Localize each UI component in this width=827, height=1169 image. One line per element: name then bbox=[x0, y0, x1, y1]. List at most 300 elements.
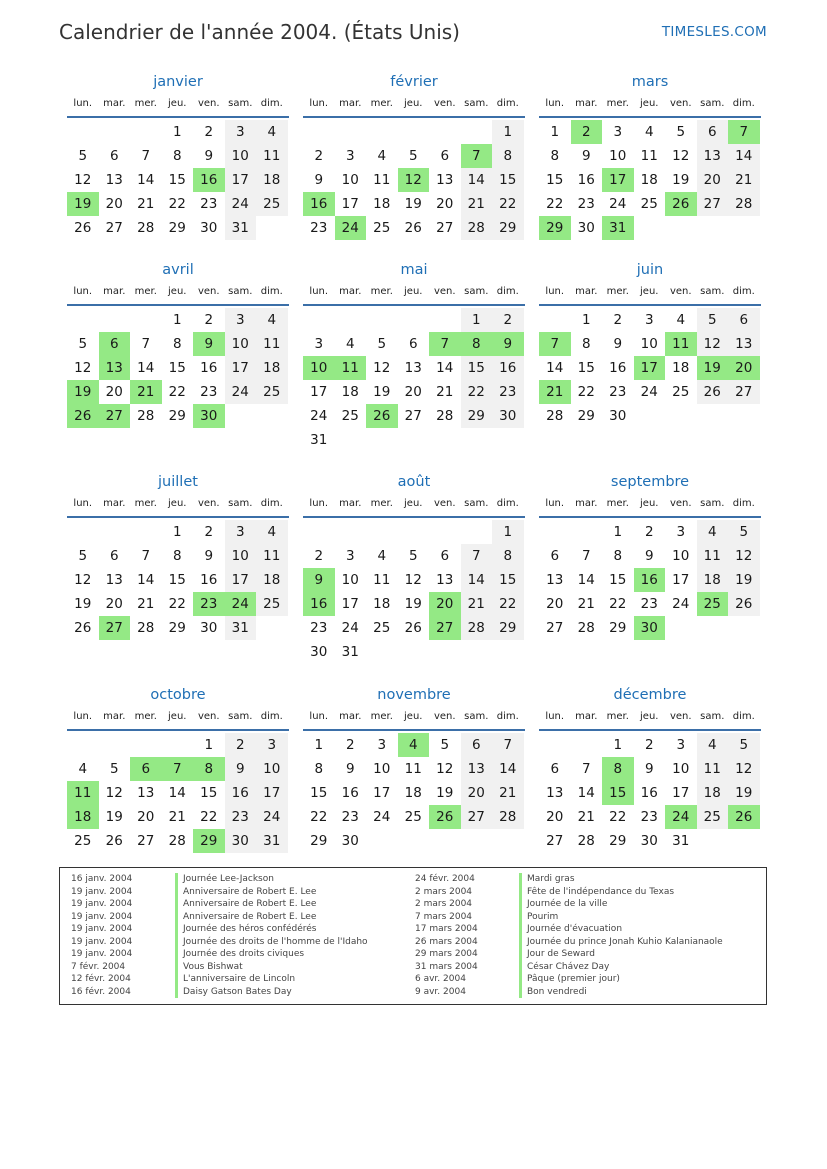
empty-cell bbox=[303, 308, 335, 332]
day-cell: 4 bbox=[256, 120, 288, 144]
weekday-label: mar. bbox=[339, 711, 362, 722]
weekday-header bbox=[67, 94, 289, 118]
holiday-marker bbox=[175, 886, 178, 899]
holiday-day-cell: 6 bbox=[130, 757, 162, 781]
day-cell: 22 bbox=[609, 596, 627, 612]
day-grid bbox=[539, 733, 761, 853]
day-cell: 27 bbox=[546, 833, 564, 849]
weekday-label: mar. bbox=[103, 98, 126, 109]
day-cell: 3 bbox=[345, 148, 355, 164]
holiday-date: 19 janv. 2004 bbox=[71, 949, 133, 959]
weekday-header bbox=[67, 494, 289, 518]
holiday-name: Anniversaire de Robert E. Lee bbox=[183, 886, 317, 897]
holiday-row bbox=[71, 948, 368, 961]
holiday-day-cell: 26 bbox=[67, 404, 99, 428]
day-grid bbox=[67, 120, 289, 240]
day-cell: 20 bbox=[105, 596, 123, 612]
holiday-row bbox=[415, 936, 723, 949]
day-cell: 15 bbox=[577, 360, 595, 376]
day-cell: 28 bbox=[546, 408, 564, 424]
empty-cell bbox=[130, 120, 162, 144]
day-cell: 16 bbox=[200, 360, 218, 376]
holiday-day-cell: 11 bbox=[67, 781, 99, 805]
weekday-header bbox=[303, 707, 525, 731]
day-cell: 26 bbox=[404, 220, 422, 236]
day-cell: 20 bbox=[697, 168, 729, 192]
holiday-date: 17 mars 2004 bbox=[415, 924, 478, 934]
day-cell: 11 bbox=[640, 148, 658, 164]
day-cell: 10 bbox=[225, 332, 257, 356]
day-cell: 10 bbox=[609, 148, 627, 164]
weekday-label: mer. bbox=[370, 98, 393, 109]
day-cell: 24 bbox=[640, 384, 658, 400]
day-cell: 14 bbox=[436, 360, 454, 376]
day-cell: 10 bbox=[640, 336, 658, 352]
weekday-label: jeu. bbox=[640, 98, 659, 109]
day-cell: 17 bbox=[225, 356, 257, 380]
day-cell: 16 bbox=[640, 785, 658, 801]
holiday-date: 19 janv. 2004 bbox=[71, 911, 133, 922]
site-link[interactable]: TIMESLES.COM bbox=[661, 24, 767, 40]
weekday-label: mer. bbox=[606, 498, 629, 509]
day-cell: 15 bbox=[168, 360, 186, 376]
day-cell: 9 bbox=[204, 548, 214, 564]
holiday-name: César Chávez Day bbox=[527, 961, 610, 972]
day-cell: 19 bbox=[728, 781, 760, 805]
day-cell: 21 bbox=[168, 809, 186, 825]
day-cell: 19 bbox=[436, 785, 454, 801]
day-cell: 26 bbox=[74, 220, 92, 236]
day-cell: 10 bbox=[672, 761, 690, 777]
weekday-label: dim. bbox=[496, 98, 519, 109]
empty-cell bbox=[366, 520, 398, 544]
holiday-name: Daisy Gatson Bates Day bbox=[183, 986, 292, 997]
weekday-label: jeu. bbox=[168, 711, 187, 722]
holiday-row bbox=[71, 886, 368, 899]
day-grid bbox=[539, 520, 761, 640]
day-cell: 8 bbox=[550, 148, 560, 164]
day-cell: 21 bbox=[137, 596, 155, 612]
day-cell: 27 bbox=[728, 380, 760, 404]
holiday-day-cell: 9 bbox=[303, 568, 335, 592]
day-cell: 3 bbox=[225, 308, 257, 332]
holiday-row bbox=[71, 873, 368, 886]
day-cell: 28 bbox=[436, 408, 454, 424]
weekday-label: mer. bbox=[606, 286, 629, 297]
day-cell: 5 bbox=[676, 124, 686, 140]
holiday-day-cell: 13 bbox=[99, 356, 131, 380]
holiday-day-cell: 26 bbox=[429, 805, 461, 829]
weekday-label: ven. bbox=[197, 711, 220, 722]
holiday-date: 16 janv. 2004 bbox=[71, 874, 133, 884]
weekday-label: lun. bbox=[545, 498, 565, 509]
day-cell: 19 bbox=[373, 384, 391, 400]
day-cell: 18 bbox=[256, 356, 288, 380]
weekday-label: ven. bbox=[669, 286, 692, 297]
holiday-marker bbox=[519, 986, 522, 999]
day-cell: 7 bbox=[581, 761, 591, 777]
day-cell: 26 bbox=[404, 620, 422, 636]
day-cell: 8 bbox=[172, 148, 182, 164]
day-cell: 25 bbox=[640, 196, 658, 212]
day-cell: 28 bbox=[137, 620, 155, 636]
holiday-marker bbox=[175, 873, 178, 886]
holiday-day-cell: 7 bbox=[539, 332, 571, 356]
day-cell: 27 bbox=[546, 620, 564, 636]
empty-cell bbox=[366, 120, 398, 144]
day-cell: 24 bbox=[310, 408, 328, 424]
month-name: mars bbox=[631, 74, 669, 90]
holiday-row bbox=[415, 873, 723, 886]
day-cell: 24 bbox=[225, 192, 257, 216]
day-cell: 10 bbox=[373, 761, 391, 777]
day-cell: 5 bbox=[109, 761, 119, 777]
holiday-marker bbox=[519, 961, 522, 974]
day-cell: 28 bbox=[492, 805, 524, 829]
day-cell: 29 bbox=[168, 220, 186, 236]
day-cell: 25 bbox=[373, 220, 391, 236]
day-cell: 16 bbox=[341, 785, 359, 801]
day-cell: 2 bbox=[204, 312, 214, 328]
weekday-label: jeu. bbox=[168, 98, 187, 109]
weekday-label: sam. bbox=[700, 286, 725, 297]
day-cell: 13 bbox=[137, 785, 155, 801]
day-cell: 7 bbox=[141, 336, 151, 352]
day-cell: 5 bbox=[697, 308, 729, 332]
day-cell: 31 bbox=[225, 616, 257, 640]
day-cell: 10 bbox=[225, 144, 257, 168]
month-calendar bbox=[67, 72, 289, 240]
day-cell: 21 bbox=[461, 192, 493, 216]
holiday-row bbox=[415, 986, 723, 999]
day-cell: 6 bbox=[440, 148, 450, 164]
day-cell: 6 bbox=[461, 733, 493, 757]
day-cell: 6 bbox=[109, 548, 119, 564]
day-cell: 4 bbox=[697, 733, 729, 757]
holiday-day-cell: 27 bbox=[99, 616, 131, 640]
day-cell: 12 bbox=[728, 757, 760, 781]
day-cell: 3 bbox=[613, 124, 623, 140]
day-cell: 22 bbox=[577, 384, 595, 400]
day-cell: 30 bbox=[341, 833, 359, 849]
holiday-row bbox=[415, 973, 723, 986]
holiday-name: L'anniversaire de Lincoln bbox=[183, 974, 296, 984]
day-cell: 12 bbox=[672, 148, 690, 164]
day-cell: 6 bbox=[550, 761, 560, 777]
weekday-header bbox=[67, 707, 289, 731]
weekday-label: lun. bbox=[309, 711, 329, 722]
weekday-label: mer. bbox=[370, 711, 393, 722]
holiday-name: Bon vendredi bbox=[527, 986, 587, 997]
month-calendar bbox=[67, 260, 289, 428]
day-cell: 2 bbox=[314, 548, 324, 564]
weekday-label: dim. bbox=[496, 286, 519, 297]
day-cell: 12 bbox=[74, 572, 92, 588]
day-cell: 14 bbox=[137, 572, 155, 588]
day-cell: 25 bbox=[341, 408, 359, 424]
holiday-date: 9 avr. 2004 bbox=[415, 986, 466, 997]
weekday-label: jeu. bbox=[640, 711, 659, 722]
day-cell: 11 bbox=[404, 761, 422, 777]
holiday-day-cell: 24 bbox=[225, 592, 257, 616]
empty-cell bbox=[99, 733, 131, 757]
day-cell: 10 bbox=[341, 172, 359, 188]
holiday-row bbox=[415, 961, 723, 974]
day-cell: 28 bbox=[461, 616, 493, 640]
day-cell: 11 bbox=[256, 332, 288, 356]
holiday-marker bbox=[519, 923, 522, 936]
day-cell: 13 bbox=[404, 360, 422, 376]
day-cell: 17 bbox=[672, 572, 690, 588]
holiday-marker bbox=[175, 973, 178, 986]
day-cell: 20 bbox=[546, 596, 564, 612]
weekday-label: dim. bbox=[732, 286, 755, 297]
holiday-date: 7 mars 2004 bbox=[415, 911, 473, 922]
day-cell: 6 bbox=[408, 336, 418, 352]
day-cell: 30 bbox=[640, 833, 658, 849]
weekday-label: ven. bbox=[197, 498, 220, 509]
day-cell: 19 bbox=[404, 596, 422, 612]
day-cell: 15 bbox=[168, 572, 186, 588]
holiday-date: 6 avr. 2004 bbox=[415, 974, 466, 984]
holiday-date: 2 mars 2004 bbox=[415, 886, 473, 897]
day-cell: 14 bbox=[461, 168, 493, 192]
holiday-day-cell: 11 bbox=[665, 332, 697, 356]
holiday-row bbox=[71, 898, 368, 911]
day-cell: 27 bbox=[461, 805, 493, 829]
weekday-label: dim. bbox=[260, 711, 283, 722]
day-cell: 10 bbox=[225, 544, 257, 568]
weekday-label: mer. bbox=[370, 498, 393, 509]
day-cell: 27 bbox=[105, 220, 123, 236]
weekday-label: mar. bbox=[575, 498, 598, 509]
holiday-day-cell: 20 bbox=[429, 592, 461, 616]
day-cell: 2 bbox=[644, 524, 654, 540]
empty-cell bbox=[461, 520, 493, 544]
empty-cell bbox=[429, 120, 461, 144]
day-cell: 24 bbox=[672, 596, 690, 612]
day-cell: 12 bbox=[404, 572, 422, 588]
holiday-day-cell: 29 bbox=[539, 216, 571, 240]
holiday-day-cell: 6 bbox=[99, 332, 131, 356]
day-cell: 14 bbox=[728, 144, 760, 168]
weekday-label: jeu. bbox=[640, 286, 659, 297]
holiday-day-cell: 7 bbox=[429, 332, 461, 356]
holiday-day-cell: 9 bbox=[193, 332, 225, 356]
weekday-label: ven. bbox=[433, 286, 456, 297]
day-cell: 14 bbox=[137, 360, 155, 376]
weekday-label: jeu. bbox=[168, 498, 187, 509]
weekday-header bbox=[303, 94, 525, 118]
day-cell: 3 bbox=[676, 737, 686, 753]
day-cell: 31 bbox=[341, 644, 359, 660]
day-cell: 11 bbox=[373, 172, 391, 188]
weekday-label: dim. bbox=[496, 498, 519, 509]
weekday-label: ven. bbox=[433, 498, 456, 509]
empty-cell bbox=[539, 520, 571, 544]
day-cell: 19 bbox=[672, 172, 690, 188]
day-cell: 18 bbox=[373, 596, 391, 612]
day-cell: 17 bbox=[310, 384, 328, 400]
weekday-label: mer. bbox=[134, 98, 157, 109]
day-cell: 22 bbox=[546, 196, 564, 212]
weekday-label: sam. bbox=[228, 98, 253, 109]
holiday-day-cell: 21 bbox=[130, 380, 162, 404]
day-cell: 3 bbox=[345, 548, 355, 564]
month-name: novembre bbox=[377, 687, 451, 703]
weekday-label: jeu. bbox=[404, 286, 423, 297]
weekday-header bbox=[539, 494, 761, 518]
holiday-day-cell: 10 bbox=[303, 356, 335, 380]
weekday-label: mar. bbox=[339, 498, 362, 509]
holiday-day-cell: 23 bbox=[193, 592, 225, 616]
month-name: octobre bbox=[150, 687, 206, 703]
day-cell: 25 bbox=[74, 833, 92, 849]
day-cell: 5 bbox=[728, 733, 760, 757]
day-cell: 21 bbox=[577, 809, 595, 825]
day-cell: 5 bbox=[377, 336, 387, 352]
holiday-marker bbox=[519, 898, 522, 911]
day-cell: 18 bbox=[640, 172, 658, 188]
weekday-header bbox=[539, 282, 761, 306]
weekday-label: lun. bbox=[73, 286, 93, 297]
holiday-day-cell: 17 bbox=[634, 356, 666, 380]
day-cell: 24 bbox=[373, 809, 391, 825]
weekday-label: sam. bbox=[464, 711, 489, 722]
day-cell: 11 bbox=[256, 144, 288, 168]
empty-cell bbox=[461, 120, 493, 144]
holiday-list bbox=[59, 867, 767, 1005]
weekday-label: mar. bbox=[575, 286, 598, 297]
empty-cell bbox=[130, 520, 162, 544]
weekday-label: jeu. bbox=[404, 498, 423, 509]
day-cell: 20 bbox=[105, 384, 123, 400]
holiday-day-cell: 7 bbox=[728, 120, 760, 144]
day-cell: 27 bbox=[404, 408, 422, 424]
weekday-label: sam. bbox=[700, 98, 725, 109]
day-cell: 27 bbox=[436, 220, 454, 236]
weekday-label: sam. bbox=[228, 711, 253, 722]
day-cell: 13 bbox=[105, 572, 123, 588]
weekday-label: jeu. bbox=[640, 498, 659, 509]
weekday-label: dim. bbox=[732, 98, 755, 109]
day-cell: 9 bbox=[581, 148, 591, 164]
day-cell: 12 bbox=[105, 785, 123, 801]
month-calendar bbox=[303, 260, 525, 452]
holiday-row bbox=[71, 973, 368, 986]
day-cell: 28 bbox=[137, 220, 155, 236]
day-cell: 5 bbox=[440, 737, 450, 753]
day-cell: 2 bbox=[225, 733, 257, 757]
day-cell: 12 bbox=[373, 360, 391, 376]
day-cell: 29 bbox=[310, 833, 328, 849]
empty-cell bbox=[429, 520, 461, 544]
holiday-date: 16 févr. 2004 bbox=[71, 986, 131, 997]
day-cell: 12 bbox=[436, 761, 454, 777]
day-cell: 14 bbox=[577, 785, 595, 801]
holiday-marker bbox=[175, 936, 178, 949]
day-cell: 6 bbox=[550, 548, 560, 564]
day-cell: 10 bbox=[341, 572, 359, 588]
weekday-label: dim. bbox=[496, 711, 519, 722]
day-cell: 22 bbox=[492, 192, 524, 216]
day-cell: 9 bbox=[613, 336, 623, 352]
weekday-label: lun. bbox=[73, 98, 93, 109]
day-cell: 9 bbox=[644, 761, 654, 777]
day-cell: 28 bbox=[577, 620, 595, 636]
day-cell: 9 bbox=[225, 757, 257, 781]
day-cell: 13 bbox=[436, 572, 454, 588]
day-cell: 27 bbox=[697, 192, 729, 216]
weekday-label: ven. bbox=[197, 286, 220, 297]
day-cell: 3 bbox=[377, 737, 387, 753]
day-cell: 30 bbox=[609, 408, 627, 424]
day-cell: 26 bbox=[74, 620, 92, 636]
holiday-date: 19 janv. 2004 bbox=[71, 899, 133, 909]
day-cell: 21 bbox=[728, 168, 760, 192]
weekday-label: lun. bbox=[545, 711, 565, 722]
day-cell: 18 bbox=[672, 360, 690, 376]
weekday-label: ven. bbox=[669, 498, 692, 509]
holiday-day-cell: 27 bbox=[429, 616, 461, 640]
weekday-label: dim. bbox=[732, 498, 755, 509]
day-cell: 15 bbox=[492, 568, 524, 592]
day-cell: 28 bbox=[577, 833, 595, 849]
day-cell: 13 bbox=[105, 172, 123, 188]
weekday-label: sam. bbox=[464, 98, 489, 109]
weekday-label: sam. bbox=[464, 498, 489, 509]
day-cell: 29 bbox=[577, 408, 595, 424]
day-grid bbox=[67, 308, 289, 428]
holiday-day-cell: 19 bbox=[67, 192, 99, 216]
day-cell: 14 bbox=[577, 572, 595, 588]
holiday-row bbox=[71, 923, 368, 936]
day-cell: 26 bbox=[105, 833, 123, 849]
weekday-label: mar. bbox=[339, 98, 362, 109]
day-cell: 10 bbox=[256, 757, 288, 781]
weekday-label: lun. bbox=[73, 498, 93, 509]
day-cell: 2 bbox=[204, 524, 214, 540]
month-calendar bbox=[539, 685, 761, 853]
day-cell: 17 bbox=[341, 196, 359, 212]
holiday-day-cell: 19 bbox=[697, 356, 729, 380]
empty-cell bbox=[571, 733, 603, 757]
day-cell: 4 bbox=[256, 520, 288, 544]
weekday-label: jeu. bbox=[404, 98, 423, 109]
day-cell: 14 bbox=[137, 172, 155, 188]
holiday-date: 24 févr. 2004 bbox=[415, 874, 475, 884]
day-cell: 1 bbox=[492, 120, 524, 144]
holiday-date: 19 janv. 2004 bbox=[71, 936, 133, 947]
weekday-label: mer. bbox=[134, 711, 157, 722]
empty-cell bbox=[366, 308, 398, 332]
day-cell: 28 bbox=[461, 216, 493, 240]
day-cell: 7 bbox=[492, 733, 524, 757]
day-cell: 23 bbox=[492, 380, 524, 404]
month-calendar bbox=[539, 472, 761, 640]
holiday-row bbox=[71, 986, 368, 999]
day-cell: 15 bbox=[168, 172, 186, 188]
day-cell: 14 bbox=[168, 785, 186, 801]
day-cell: 15 bbox=[310, 785, 328, 801]
day-cell: 23 bbox=[640, 596, 658, 612]
day-cell: 4 bbox=[644, 124, 654, 140]
holiday-day-cell: 29 bbox=[193, 829, 225, 853]
holiday-day-cell: 11 bbox=[335, 356, 367, 380]
month-calendar bbox=[67, 472, 289, 640]
holiday-marker bbox=[519, 911, 522, 924]
holiday-day-cell: 20 bbox=[728, 356, 760, 380]
